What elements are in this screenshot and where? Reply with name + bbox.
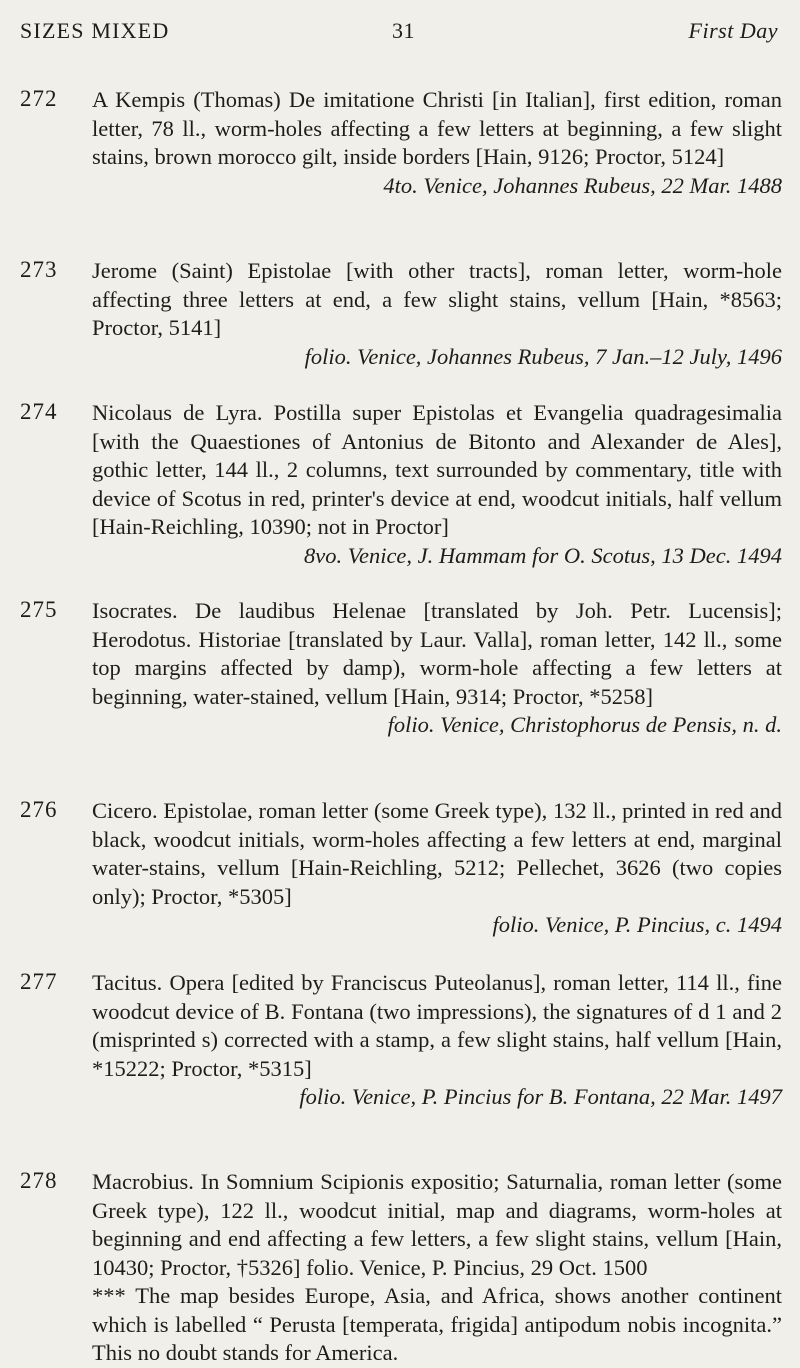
lot-note: *** The map besides Europe, Asia, and Africa, shows another continent which is labelled “ Perusta [temperata, frigida] antipodum nobis incognita.” This no doubt stands for America.	[92, 1283, 782, 1365]
lot-text: Nicolaus de Lyra. Postilla super Epistolas et Evangelia quadragesimalia [with the Quaestiones of Antonius de Bitonto and Alexander de Ales], gothic letter, 144 ll., 2 columns, text surrounded by commentary, title with device of Scotus in red, printer's device at end, woodcut initials, half vellum [Hain-Reichling, 10390; not in Proctor]	[92, 400, 782, 539]
lot-number: 272	[20, 86, 58, 111]
lot-imprint: folio. Venice, Christophorus de Pensis, n. d.	[387, 712, 782, 737]
lot-imprint: 8vo. Venice, J. Hammam for O. Scotus, 13 Dec. 1494	[303, 542, 782, 568]
lot-text: Cicero. Epistolae, roman letter (some Greek type), 132 ll., printed in red and black, woodcut initials, worm-holes affecting a few letters at end, marginal water-stains, vellum [Hain-Reichling, 5212; Pellechet, 3626 (two copies only); Proctor, *5305]	[92, 798, 782, 909]
lot-text: A Kempis (Thomas) De imitatione Christi [in Italian], first edition, roman letter, 78 ll., worm-holes affecting a few letters at beginning, a few slight stains, brown morocco gilt, inside borders [Hain, 9126; Proctor, 5124]	[92, 87, 782, 169]
lot-imprint: 4to. Venice, Johannes Rubeus, 22 Mar. 1488	[383, 172, 782, 198]
lot-imprint: folio. Venice, P. Pincius, c. 1494	[492, 912, 782, 937]
lot-description	[92, 797, 782, 940]
lot-description	[92, 969, 782, 1112]
lot-description	[92, 597, 782, 740]
lot-number: 274	[20, 399, 58, 424]
lot-imprint: folio. Venice, P. Pincius for B. Fontana, 22 Mar. 1497	[299, 1084, 782, 1109]
lot-description	[92, 86, 782, 200]
lot-text: Jerome (Saint) Epistolae [with other tracts], roman letter, worm-hole affecting three letters at end, a few slight stains, vellum [Hain, *8563; Proctor, 5141]	[92, 258, 782, 340]
lot-description	[92, 1168, 782, 1368]
header-sale-day: First Day	[688, 18, 778, 43]
header-section-title: SIZES MIXED	[20, 18, 170, 43]
lot-text: Isocrates. De laudibus Helenae [translated by Joh. Petr. Lucensis]; Herodotus. Historiae [translated by Laur. Valla], roman letter, 142 ll., some top margins affected by damp), worm-hole affecting a few letters at beginning, water-stained, vellum [Hain, 9314; Proctor, *5258]	[92, 598, 782, 709]
running-head	[20, 18, 778, 48]
lot-number: 278	[20, 1168, 58, 1193]
lot-text: Macrobius. In Somnium Scipionis expositio; Saturnalia, roman letter (some Greek type), 122 ll., woodcut initial, map and diagrams, worm-holes at beginning and end affecting a few letters, a few slight stains, vellum [Hain, 10430; Proctor, †5326] folio. Venice, P. Pincius, 29 Oct. 1500	[92, 1169, 782, 1280]
page-number: 31	[392, 18, 415, 43]
lot-number: 276	[20, 797, 58, 822]
lot-number: 275	[20, 597, 58, 622]
lot-text: Tacitus. Opera [edited by Franciscus Puteolanus], roman letter, 114 ll., fine woodcut device of B. Fontana (two impressions), the signatures of d 1 and 2 (misprinted s) corrected with a stamp, a few slight stains, half vellum [Hain, *15222; Proctor, *5315]	[92, 970, 782, 1081]
lot-number: 277	[20, 969, 58, 994]
lot-description	[92, 257, 782, 371]
lot-number: 273	[20, 257, 58, 282]
lot-description	[92, 399, 782, 570]
lot-imprint: folio. Venice, Johannes Rubeus, 7 Jan.–12 July, 1496	[304, 343, 782, 369]
